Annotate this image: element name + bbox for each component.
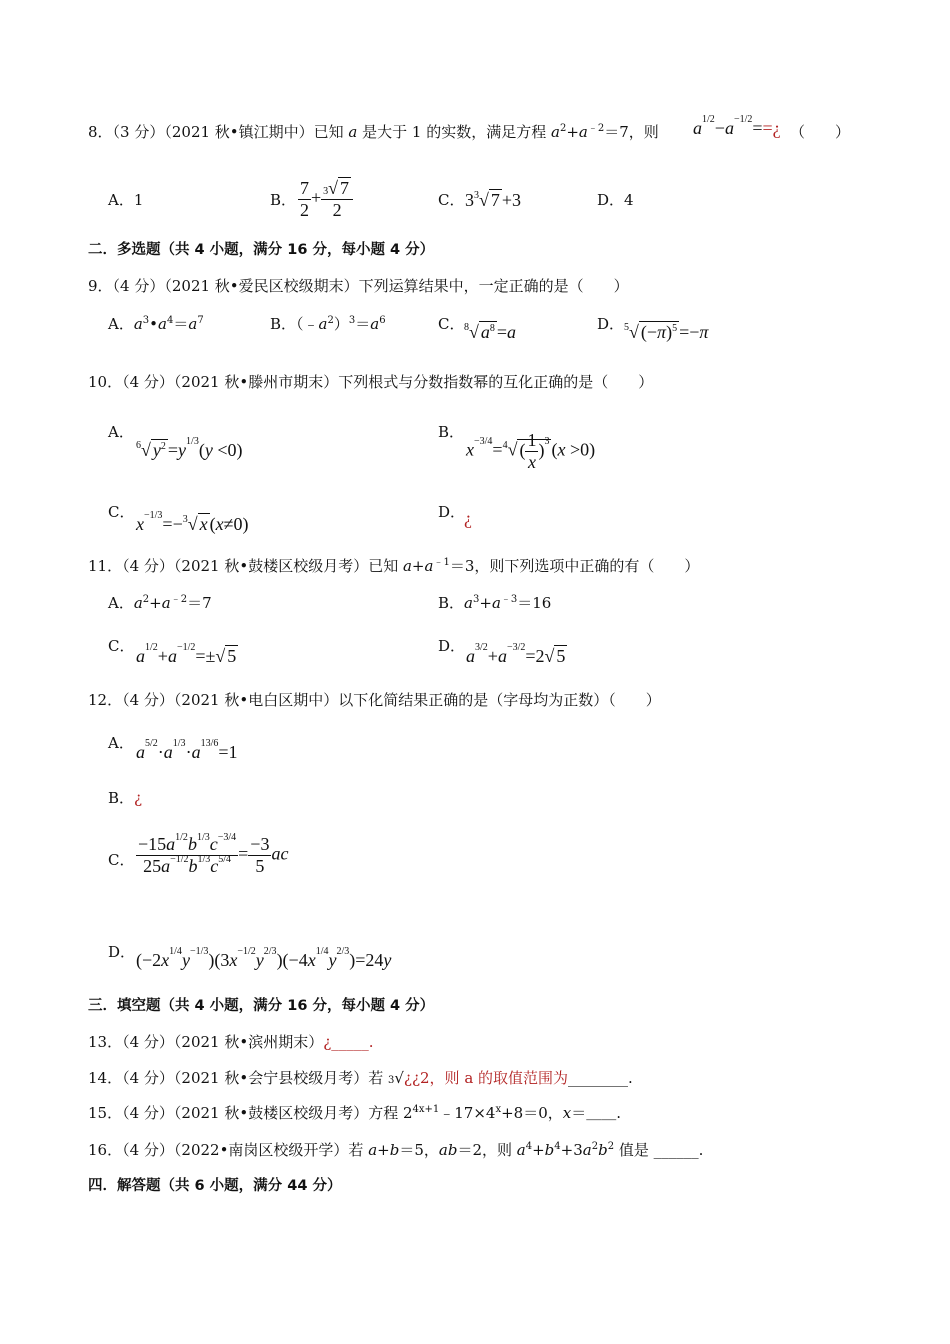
q12-option-c-expr: $\frac{-15a^{1/2}b^{1/3}c^{-3/4}}{25a^{-1/2}b^{1/3}c^{5/4}}$ = $\frac{-3}{5}$ ac (138, 832, 289, 876)
q12-option-a-expr: $a^{5/2}\cdot a^{1/3}\cdot a^{13/6}=1$ (136, 738, 238, 762)
q14-mid: ¿¿2，则 a 的取值范围为 (403, 1069, 569, 1087)
q9-option-d-label: D． (597, 315, 625, 333)
q12-option-d-label: D． (108, 943, 136, 961)
q8-number: 8． (88, 123, 113, 141)
q9-option-a[interactable]: A．$a^3•a^4=a^7$ (108, 315, 204, 333)
q9-stem: 9．（4 分）（2021 秋•爱民区校级期末）下列运算结果中，一定正确的是（ ） (88, 277, 629, 295)
q10-option-b[interactable] (438, 422, 464, 442)
q10-option-d-label: D． (438, 503, 466, 521)
q8-option-b-label: B． (270, 191, 297, 209)
q15-answer-blank[interactable]: ＿＿. (586, 1104, 622, 1122)
q8-stem: 8．（3 分）（2021 秋•镇江期中）已知 a 是大于 1 的实数，满足方程 $a^2+a^{﹣2}=7$，则 (88, 123, 659, 141)
q10-option-d[interactable] (438, 502, 465, 522)
q12-stem: 12．（4 分）（2021 秋•电白区期中）以下化简结果正确的是（字母均为正数）（ ） (88, 691, 661, 709)
q10-option-a-label: A． (108, 423, 134, 441)
q12-option-c-label: C． (108, 851, 135, 869)
q14-stem: 14．（4 分）（2021 秋•会宁县校级月考）若 (88, 1069, 384, 1087)
q15: 15．（4 分）（2021 秋•鼓楼区校级月考）方程 $2^{4x+1}﹣17\times 4^x+8=0$，x＝＿＿. (88, 1104, 622, 1122)
q12-option-b-expr: ¿ (134, 789, 143, 807)
q9-option-d-expr: $^5$√ $(-\pi)^5 =-\pi$ (624, 322, 709, 342)
q13 (88, 1032, 374, 1052)
q9-option-b[interactable]: B．$(﹣a^2)^3=a^6$ (270, 315, 386, 333)
q9-option-c-label: C． (438, 315, 465, 333)
q9-option-c-expr: $^8$√ $a^8 =a$ (464, 322, 517, 342)
q12-option-c[interactable] (108, 850, 134, 870)
q11-option-c-label: C． (108, 637, 135, 655)
q8-eq-tail: =¿ (762, 118, 781, 138)
q10-option-d-expr: ¿ (464, 508, 472, 528)
q8-paren: （ ） (790, 123, 851, 141)
q11-option-b[interactable]: B．$a^3+a^{﹣3}=16$ (438, 594, 552, 612)
q11-option-c-expr: $a^{1/2}+a^{-1/2}=\pm√$ 5 (136, 642, 237, 666)
section-2-heading: 二．多选题（共 4 小题，满分 16 分，每小题 4 分） (88, 242, 435, 258)
q12-option-b-label: B． (108, 789, 135, 807)
q8-option-c-label: C． (438, 191, 465, 209)
q11-option-d-label: D． (438, 637, 466, 655)
q16-answer-blank[interactable]: ______. (653, 1141, 704, 1159)
q8-option-a[interactable]: A．1 (108, 191, 144, 209)
q8-equation: $a^{1/2}-a^{-1/2}==¿$ (693, 114, 781, 138)
q11-stem: 11．（4 分）（2021 秋•鼓楼区校级月考）已知 $a+a^{﹣1}=3$，则下列选项中正确的有（ ） (88, 557, 700, 575)
q12-option-a[interactable] (108, 733, 134, 753)
q13-answer-blank[interactable]: ¿_____. (323, 1033, 374, 1051)
q14: 14．（4 分）（2021 秋•会宁县校级月考）若 3√¿¿2，则 a 的取值范围为________. (88, 1069, 633, 1087)
q8-option-b-expr: $\frac{7}{2}$ + $\frac{3√ 7}{2}$ (298, 178, 353, 221)
q11-option-d-expr: $a^{3/2}+a^{-3/2}=2√$ 5 (466, 642, 566, 666)
q11-option-a[interactable]: A．$a^2+a^{﹣2}=7$ (108, 594, 212, 612)
q9-option-c[interactable] (438, 314, 464, 334)
q8-option-c[interactable] (438, 190, 464, 210)
q11-option-c[interactable] (108, 636, 134, 656)
q10-option-a[interactable] (108, 422, 134, 442)
q12-option-d-expr: $(-2x^{1/4}y^{-1/3})(3x^{-1/2}y^{2/3})(-4x^{1/4}y^{2/3})=24y$ (136, 946, 392, 970)
section-4-heading: 四．解答题（共 6 小题，满分 44 分） (88, 1178, 342, 1194)
q12-option-b[interactable] (108, 788, 142, 808)
q13-stem: 13．（4 分）（2021 秋•滨州期末） (88, 1033, 324, 1051)
q12-option-d[interactable] (108, 942, 135, 962)
q10-option-c-label: C． (108, 503, 135, 521)
q10-option-c-expr: $x^{-1/3}=-^3√$ x (x≠0) (136, 510, 249, 534)
section-3-heading: 三．填空题（共 4 小题，满分 16 分，每小题 4 分） (88, 998, 435, 1014)
q8-option-b[interactable] (270, 190, 296, 210)
q9-option-d[interactable] (597, 314, 624, 334)
q8-option-d[interactable]: D．4 (597, 191, 634, 209)
q10-option-b-label: B． (438, 423, 465, 441)
q16: 16．（4 分）（2022•南岗区校级开学）若 a+b＝5，ab＝2，则 $a^4+b^4+3a^2b^2$ 值是 ______. (88, 1141, 704, 1159)
q8-option-c-expr: $3^3√$ 7 +3 (465, 190, 522, 210)
q10-option-c[interactable] (108, 502, 134, 522)
q10-option-b-expr: $x^{-3/4}=^4√$ ( $\frac{1}{x}$ )$^3$ (x >0) (466, 430, 596, 472)
q11-option-d[interactable] (438, 636, 465, 656)
q12-option-a-label: A． (108, 734, 134, 752)
q10-option-a-expr: $^6$√ $y^2 =y^{1/3}(y <0)$ (136, 436, 243, 460)
q10-stem: 10．（4 分）（2021 秋•滕州市期末）下列根式与分数指数幂的互化正确的是（ ） (88, 373, 654, 391)
q14-answer-blank[interactable]: ________. (568, 1069, 633, 1087)
